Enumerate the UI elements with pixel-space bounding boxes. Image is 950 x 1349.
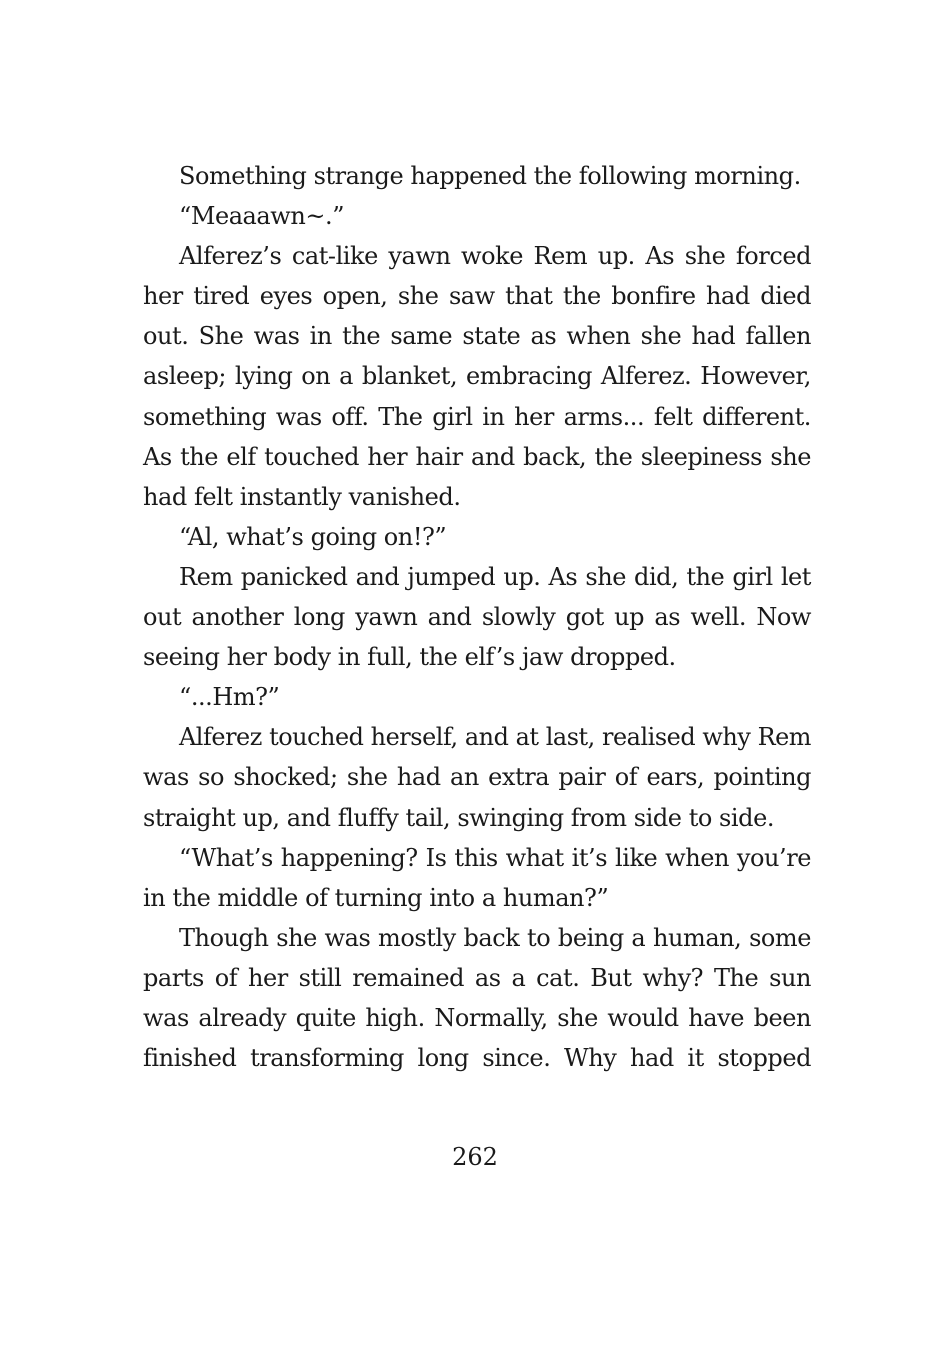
text-line: out. She was in the same state as when she had fallen (143, 322, 811, 351)
text-line: had felt instantly vanished. (143, 482, 461, 511)
text-line: As the elf touched her hair and back, the sleepiness she (143, 442, 811, 471)
text-line: “Meaaawn~.” (179, 202, 345, 231)
text-line: finished transforming long since. Why had it stopped (143, 1044, 811, 1073)
page-number: 262 (452, 1143, 498, 1171)
text-line: seeing her body in full, the elf’s jaw dropped. (143, 643, 676, 672)
text-line: “Al, what’s going on!?” (179, 522, 447, 551)
text-line: Alferez touched herself, and at last, realised why Rem (179, 723, 811, 752)
text-line: Though she was mostly back to being a human, some (179, 923, 811, 952)
text-line: straight up, and fluffy tail, swinging from side to side. (143, 803, 774, 832)
text-line: in the middle of turning into a human?” (143, 883, 609, 912)
text-line: Something strange happened the following morning. (179, 162, 801, 190)
page-body-text (143, 156, 811, 1078)
text-line: “What’s happening? Is this what it’s like when you’re (179, 843, 811, 872)
text-line: “...Hm?” (179, 683, 280, 712)
text-line: asleep; lying on a blanket, embracing Alferez. However, (143, 362, 811, 391)
text-line: was already quite high. Normally, she would have been (143, 1003, 811, 1032)
text-line: Rem panicked and jumped up. As she did, the girl let (179, 562, 811, 591)
text-line: was so shocked; she had an extra pair of ears, pointing (143, 763, 811, 792)
text-line: something was off. The girl in her arms... felt different. (143, 402, 811, 431)
text-line: parts of her still remained as a cat. But why? The sun (143, 963, 811, 992)
text-line: her tired eyes open, she saw that the bonfire had died (143, 282, 811, 311)
text-line: Alferez’s cat-like yawn woke Rem up. As she forced (179, 242, 811, 271)
text-line: out another long yawn and slowly got up as well. Now (143, 603, 811, 632)
